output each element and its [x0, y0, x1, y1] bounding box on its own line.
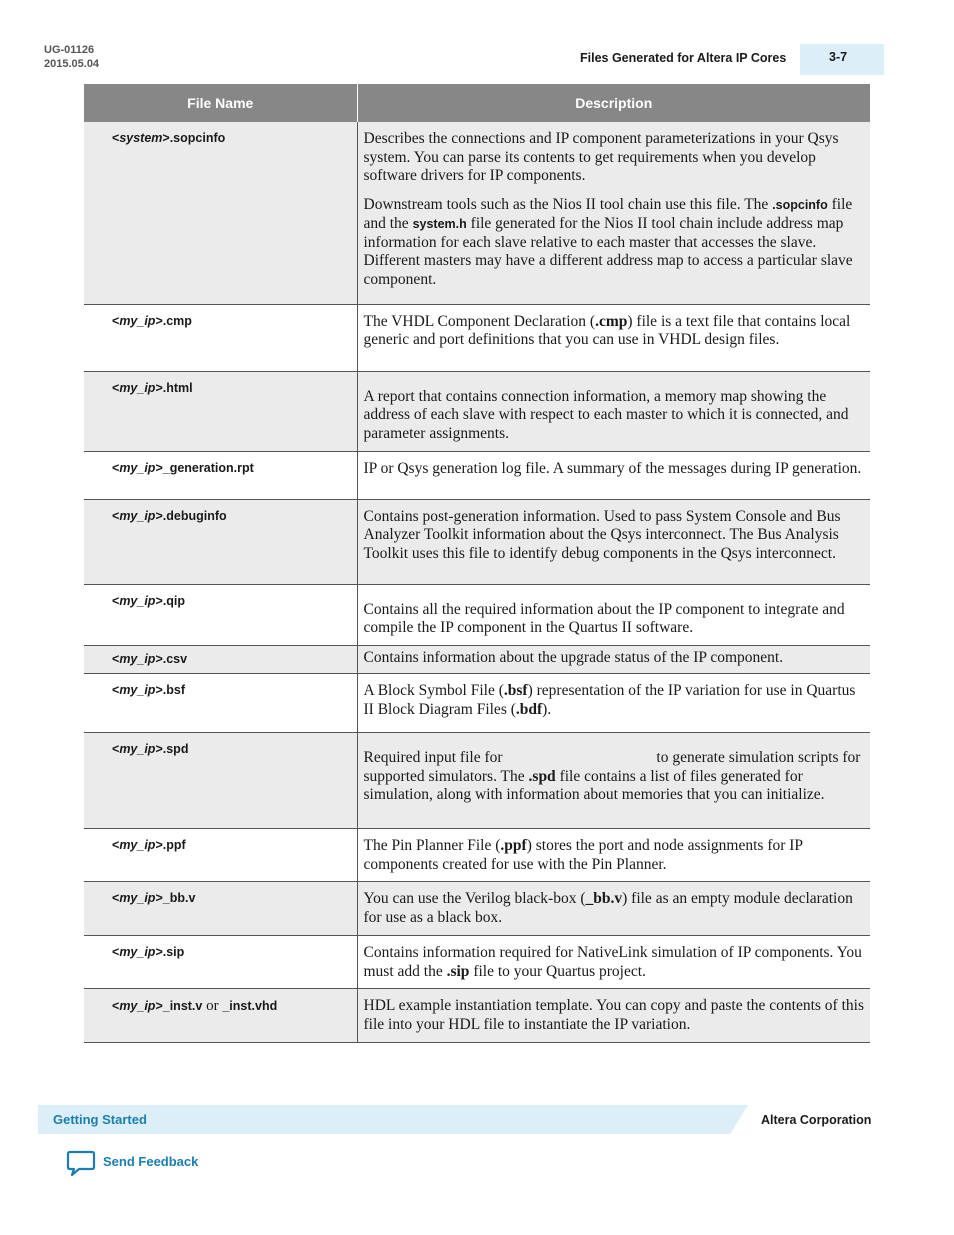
- speech-bubble-icon: [66, 1150, 96, 1177]
- file-description: A report that contains connection information, a memory map showing the address of each slave with respect to each master to which it is connected, and parameter assignments.: [357, 371, 870, 451]
- table-row: [84, 122, 870, 304]
- file-description: Required input file for to generate simulation scripts for supported simulators. The .spd file contains a list of files generated for simulation, along with information about memories that you can initialize.: [357, 733, 870, 829]
- file-name: <system>.sopcinfo: [84, 122, 357, 304]
- file-name: <my_ip>.debuginfo: [84, 499, 357, 584]
- file-name: <my_ip>.sip: [84, 935, 357, 988]
- table-row: [84, 674, 870, 733]
- file-name: <my_ip>_inst.v or _inst.vhd: [84, 989, 357, 1042]
- section-title: Files Generated for Altera IP Cores: [580, 51, 787, 65]
- table-row: [84, 584, 870, 645]
- column-header-file-name: File Name: [84, 84, 357, 122]
- file-description: IP or Qsys generation log file. A summary of the messages during IP generation.: [357, 451, 870, 499]
- send-feedback-label: Send Feedback: [103, 1154, 199, 1169]
- file-description: You can use the Verilog black-box (_bb.v) file as an empty module declaration for use as a black box.: [357, 882, 870, 935]
- table-row: [84, 371, 870, 451]
- file-name: <my_ip>.bsf: [84, 674, 357, 733]
- file-description: Contains information required for NativeLink simulation of IP components. You must add the .sip file to your Quartus project.: [357, 935, 870, 988]
- file-description: Contains post-generation information. Used to pass System Console and Bus Analyzer Toolkit information about the Qsys interconnect. The Bus Analysis Toolkit uses this file to identify debug components in the Qsys interconnect.: [357, 499, 870, 584]
- page-number: 3-7: [829, 50, 848, 64]
- table-row: [84, 935, 870, 988]
- footer-section-link[interactable]: Getting Started: [53, 1112, 147, 1127]
- footer-company: Altera Corporation: [761, 1113, 872, 1127]
- doc-id-block: [44, 43, 99, 71]
- file-name: <my_ip>_bb.v: [84, 882, 357, 935]
- table-row: [84, 451, 870, 499]
- description-paragraph: Describes the connections and IP component parameterizations in your Qsys system. You can parse its contents to get requirements when you develop software drivers for IP components.: [363, 130, 839, 185]
- table-row: [84, 829, 870, 882]
- description-paragraph: Downstream tools such as the Nios II tool chain use this file. The .sopcinfo file and the system.h file generated for the Nios II tool chain include address map information for each slave relative to each master that accesses the slave. Different masters may have a different address map to access a particular slave component.: [363, 196, 853, 288]
- table-row: [84, 304, 870, 371]
- table-row: [84, 733, 870, 829]
- doc-date: 2015.05.04: [44, 58, 100, 70]
- file-description: The Pin Planner File (.ppf) stores the port and node assignments for IP components created for use with the Pin Planner.: [357, 829, 870, 882]
- file-name: <my_ip>.spd: [84, 733, 357, 829]
- table-row: [84, 499, 870, 584]
- file-name: <my_ip>.qip: [84, 584, 357, 645]
- table-row: [84, 989, 870, 1042]
- doc-id: UG-01126: [44, 44, 95, 56]
- file-name: <my_ip>.html: [84, 371, 357, 451]
- column-header-description: Description: [357, 84, 870, 122]
- table-row: [84, 646, 870, 674]
- file-description: [357, 122, 870, 304]
- table-row: [84, 882, 870, 935]
- file-description: Contains information about the upgrade status of the IP component.: [357, 646, 870, 674]
- file-description: HDL example instantiation template. You can copy and paste the contents of this file into your HDL file to instantiate the IP variation.: [357, 989, 870, 1042]
- file-name: <my_ip>.ppf: [84, 829, 357, 882]
- file-description: The VHDL Component Declaration (.cmp) file is a text file that contains local generic and port definitions that you can use in VHDL design files.: [357, 304, 870, 371]
- table-header-row: [84, 84, 870, 122]
- generated-files-table: [84, 84, 870, 1043]
- file-name: <my_ip>_generation.rpt: [84, 451, 357, 499]
- file-name: <my_ip>.csv: [84, 646, 357, 674]
- file-description: Contains all the required information about the IP component to integrate and compile the IP component in the Quartus II software.: [357, 584, 870, 645]
- file-description: A Block Symbol File (.bsf) representation of the IP variation for use in Quartus II Block Diagram Files (.bdf).: [357, 674, 870, 733]
- file-name: <my_ip>.cmp: [84, 304, 357, 371]
